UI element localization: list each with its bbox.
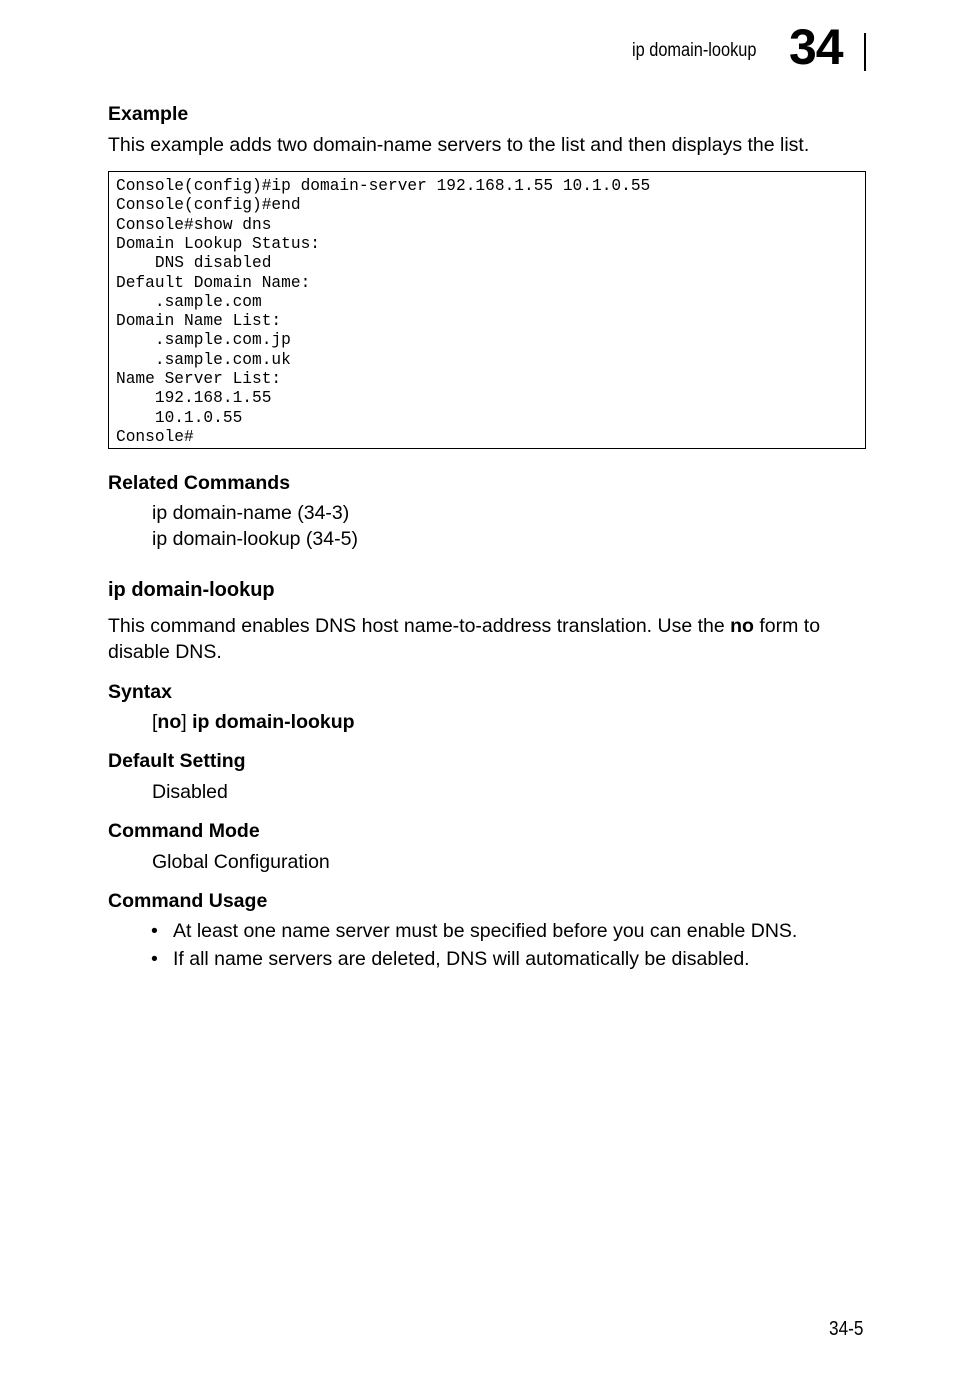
code-line: Domain Name List: <box>116 312 282 331</box>
code-line: 192.168.1.55 <box>116 389 272 408</box>
code-line: Name Server List: <box>116 370 282 388</box>
usage-item: If all name servers are deleted, DNS will automatically be disabled. <box>173 948 750 970</box>
code-line: Console(config)#ip domain-server 192.168.1.55 10.1.0.55 <box>116 177 651 195</box>
command-description-line2: disable DNS. <box>108 641 222 663</box>
code-line: 10.1.0.55 <box>116 408 243 427</box>
related-commands-heading: Related Commands <box>108 472 291 494</box>
code-block <box>108 171 866 449</box>
chapter-divider <box>864 33 866 71</box>
code-line: Console#show dns <box>116 215 272 234</box>
syntax-bracket: ] <box>181 711 193 733</box>
syntax-line <box>152 711 355 734</box>
command-usage-heading: Command Usage <box>108 890 268 912</box>
related-command-link[interactable]: ip domain-name (34-3) <box>152 502 350 524</box>
default-setting-value: Disabled <box>152 781 228 803</box>
command-mode-heading: Command Mode <box>108 820 260 842</box>
code-line: Console(config)#end <box>116 196 301 215</box>
command-mode-value: Global Configuration <box>152 851 330 873</box>
syntax-command: ip domain-lookup <box>192 711 355 733</box>
page-number: 34-5 <box>829 1318 864 1340</box>
usage-item: At least one name server must be specified before you can enable DNS. <box>173 920 798 942</box>
command-description-text: This command enables DNS host name-to-address translation. Use the <box>108 615 731 637</box>
syntax-heading: Syntax <box>108 681 172 703</box>
code-line: DNS disabled <box>116 254 272 273</box>
related-command-link[interactable]: ip domain-lookup (34-5) <box>152 528 358 550</box>
code-line: Default Domain Name: <box>116 273 311 292</box>
chapter-number: 34 <box>789 19 843 75</box>
code-line: Console# <box>116 427 194 446</box>
code-line: .sample.com <box>116 292 262 311</box>
bullet-icon: • <box>151 920 158 942</box>
bullet-icon: • <box>151 948 158 970</box>
command-title: ip domain-lookup <box>108 579 275 601</box>
command-description-text: form to <box>753 615 821 637</box>
running-header-title: ip domain-lookup <box>632 40 757 61</box>
code-line: .sample.com.jp <box>116 331 291 350</box>
syntax-bracket: [ <box>152 711 158 733</box>
command-description-keyword: no <box>730 615 754 637</box>
example-heading: Example <box>108 103 189 125</box>
command-description <box>108 615 820 638</box>
code-line: Domain Lookup Status: <box>116 234 320 253</box>
syntax-keyword-no: no <box>157 711 182 733</box>
example-description: This example adds two domain-name servers to the list and then displays the list. <box>108 134 810 156</box>
default-setting-heading: Default Setting <box>108 750 246 772</box>
code-line: .sample.com.uk <box>116 350 291 369</box>
